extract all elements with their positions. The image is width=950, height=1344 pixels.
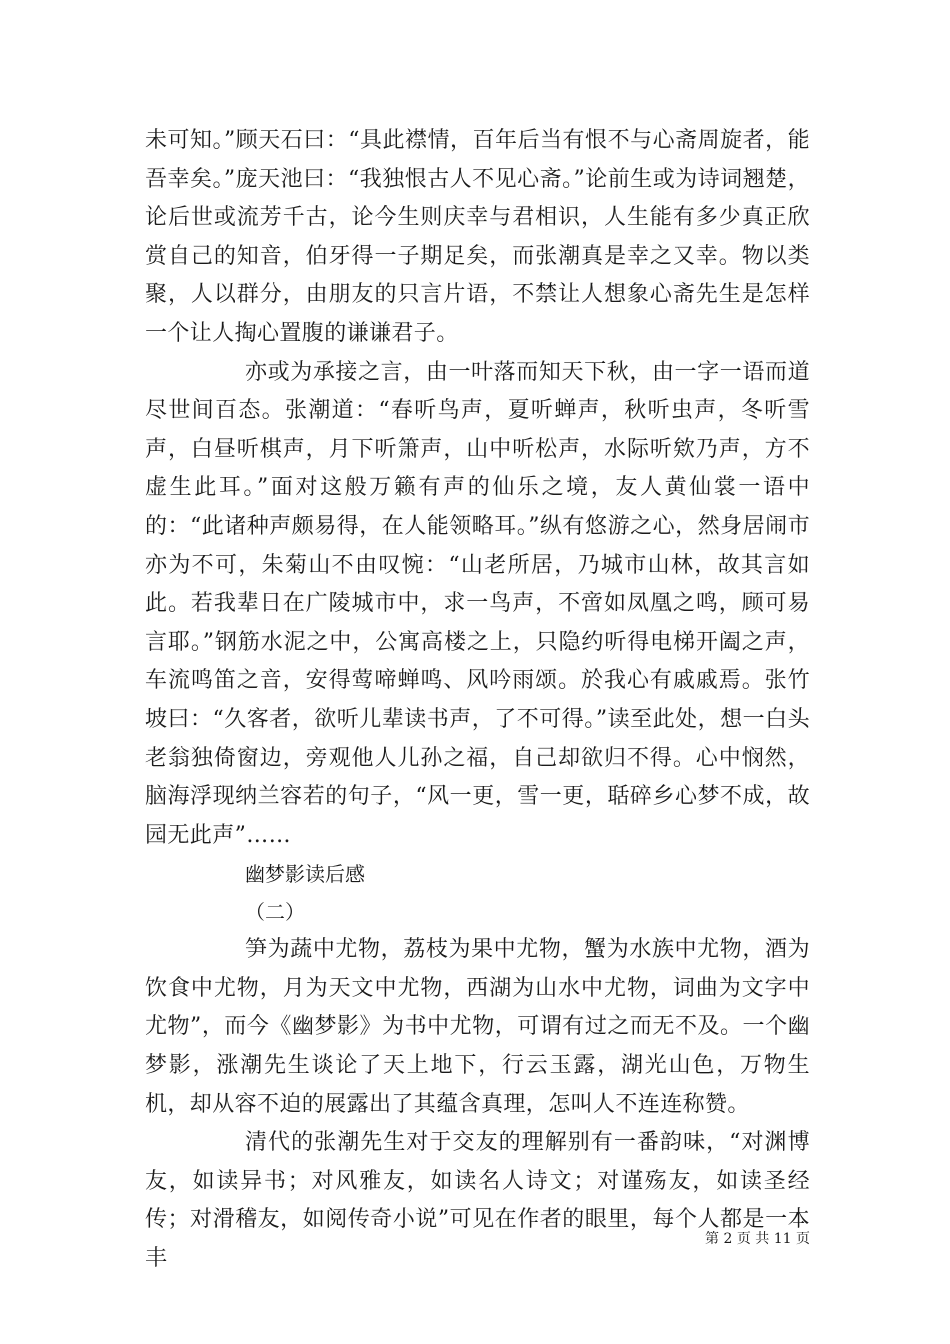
document-body — [145, 122, 810, 1279]
page-number-footer: 第 2 页 共 11 页 — [705, 1231, 810, 1247]
section-subtitle: （二） — [245, 900, 305, 925]
paragraph-1: 未可知。”顾天石曰：“具此襟情，百年后当有恨不与心斋周旋者，能吾幸矣。”庞天池曰：“我独恨古人不见心斋。”论前生或为诗词翘楚，论后世或流芳千古，论今生则庆幸与君相识，人生能有多少真正欣赏自己的知音，伯牙得一子期足矣，而张潮真是幸之又幸。物以类聚，人以群分，由朋友的只言片语，不禁让人想象心斋先生是怎样一个让人掏心置腹的谦谦君子。 — [145, 128, 810, 346]
paragraph-4: 清代的张潮先生对于交友的理解别有一番韵味，“对渊博友，如读异书；对风雅友，如读名人诗文；对谨殇友，如读圣经传；对滑稽友，如阅传奇小说”可见在作者的眼里，每个人都是一本丰 — [145, 1130, 810, 1272]
section-title: 幽梦影读后感 — [245, 862, 365, 887]
paragraph-2: 亦或为承接之言，由一叶落而知天下秋，由一字一语而道尽世间百态。张潮道：“春听鸟声，夏听蝉声，秋听虫声，冬听雪声，白昼听棋声，月下听箫声，山中听松声，水际听欸乃声，方不虚生此耳。”面对这般万籁有声的仙乐之境，友人黄仙裳一语中的：“此诸种声颇易得，在人能领略耳。”纵有悠游之心，然身居闹市亦为不可，朱菊山不由叹惋：“山老所居，乃城市山林，故其言如此。若我辈日在广陵城市中，求一鸟声，不啻如凤凰之鸣，顾可易言耶。”钢筋水泥之中，公寓高楼之上，只隐约听得电梯开阖之声，车流鸣笛之音，安得莺啼蝉鸣、风吟雨颂。於我心有戚戚焉。张竹坡曰：“久客者，欲听儿辈读书声，了不可得。”读至此处，想一白头老翁独倚窗边，旁观他人儿孙之福，自己却欲归不得。心中悯然，脑海浮现纳兰容若的句子，“风一更，雪一更，聒碎乡心梦不成，故园无此声”…… — [145, 359, 810, 848]
paragraph-3: 笋为蔬中尤物，荔枝为果中尤物，蟹为水族中尤物，酒为饮食中尤物，月为天文中尤物，西湖为山水中尤物，词曲为文字中尤物”，而今《幽梦影》为书中尤物，可谓有过之而无不及。一个幽梦影，涨潮先生谈论了天上地下，行云玉露，湖光山色，万物生机，却从容不迫的展露出了其蕴含真理，怎叫人不连连称赞。 — [145, 937, 810, 1117]
